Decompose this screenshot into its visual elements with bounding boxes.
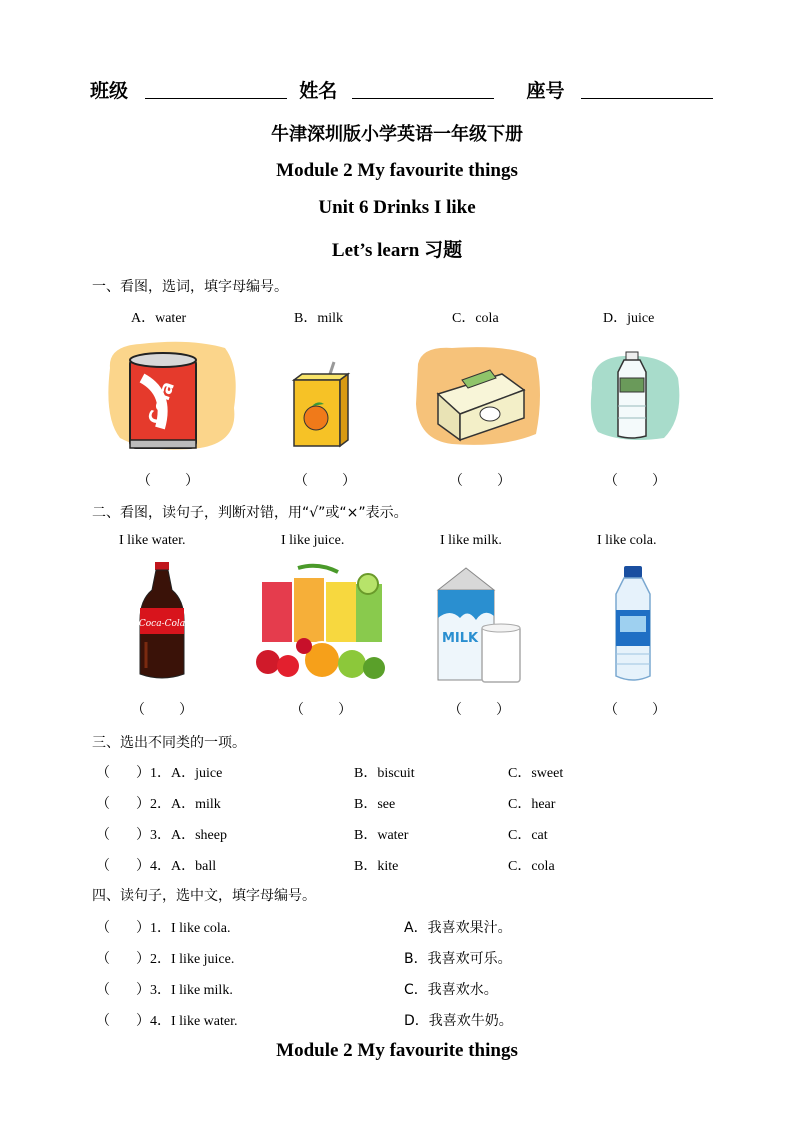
answer-paren-s1-4[interactable]: （ ） <box>604 474 666 489</box>
answer-paren-s2-2[interactable]: （ ） <box>290 703 352 718</box>
section4-instruction: 四、读句子，选中文，填字母编号。 <box>92 888 316 904</box>
book-title: 牛津深圳版小学英语一年级下册 <box>271 124 523 145</box>
class-blank[interactable] <box>145 80 287 99</box>
unit-title: Unit 6 Drinks I like <box>318 197 476 218</box>
s3-question-4: （ ）4．A．ball <box>96 859 217 874</box>
s4-answer-d: D．我喜欢牛奶。 <box>404 1013 513 1029</box>
option-d: D．juice <box>603 311 655 326</box>
answer-paren-s4-2[interactable]: （ ） <box>96 952 150 967</box>
answer-paren-s2-4[interactable]: （ ） <box>604 703 666 718</box>
s4-question-2: （ ）2．I like juice. <box>96 952 235 967</box>
option-a: A．water <box>131 311 187 326</box>
sentence-2: I like juice. <box>281 533 345 548</box>
option-b: B．milk <box>294 311 344 326</box>
s3-q1-option-b: B．biscuit <box>354 766 415 781</box>
juice-glasses-picture <box>248 562 388 684</box>
cola-can-picture <box>100 338 242 454</box>
s4-answer-b: B．我喜欢可乐。 <box>404 951 512 967</box>
module-title: Module 2 My favourite things <box>276 160 518 181</box>
s3-q3-option-c: C．cat <box>508 828 548 843</box>
answer-paren-s1-2[interactable]: （ ） <box>294 474 356 489</box>
sentence-4: I like cola. <box>597 533 657 548</box>
section1-instruction: 一、看图，选词，填字母编号。 <box>92 279 288 295</box>
milk-carton-glass-picture <box>432 566 526 686</box>
lesson-title: Let’s learn 习题 <box>331 240 463 261</box>
footer-module-title: Module 2 My favourite things <box>276 1040 518 1061</box>
s4-question-4: （ ）4．I like water. <box>96 1014 238 1029</box>
answer-paren-s3-4[interactable]: （ ） <box>96 859 150 874</box>
answer-paren-s2-1[interactable]: （ ） <box>131 703 193 718</box>
answer-paren-s4-4[interactable]: （ ） <box>96 1014 150 1029</box>
answer-paren-s4-3[interactable]: （ ） <box>96 983 150 998</box>
section2-instruction: 二、看图，读句子，判断对错，用“√”或“×”表示。 <box>92 505 408 521</box>
answer-paren-s1-3[interactable]: （ ） <box>449 474 511 489</box>
seat-blank[interactable] <box>581 80 713 99</box>
s3-q2-option-c: C．hear <box>508 797 556 812</box>
water-bottle-2-picture <box>604 564 662 686</box>
answer-paren-s3-3[interactable]: （ ） <box>96 828 150 843</box>
s3-question-3: （ ）3．A．sheep <box>96 828 227 843</box>
s4-question-1: （ ）1．I like cola. <box>96 921 231 936</box>
answer-paren-s3-2[interactable]: （ ） <box>96 797 150 812</box>
s4-answer-a: A．我喜欢果汁。 <box>404 920 512 936</box>
coca-cola-text: Coca-Cola <box>138 619 186 629</box>
s4-question-3: （ ）3．I like milk. <box>96 983 233 998</box>
answer-paren-s3-1[interactable]: （ ） <box>96 766 150 781</box>
answer-paren-s4-1[interactable]: （ ） <box>96 921 150 936</box>
s3-q4-option-c: C．cola <box>508 859 555 874</box>
seat-label: 座号 <box>526 80 565 102</box>
cola-bottle-picture <box>132 560 192 684</box>
class-label: 班级 <box>90 80 129 102</box>
name-blank[interactable] <box>352 80 494 99</box>
sentence-1: I like water. <box>119 533 186 548</box>
sentence-3: I like milk. <box>440 533 502 548</box>
s3-q2-option-b: B．see <box>354 797 396 812</box>
milk-text: MILK <box>442 631 479 646</box>
s3-q4-option-b: B．kite <box>354 859 399 874</box>
section3-instruction: 三、选出不同类的一项。 <box>92 735 246 751</box>
s4-answer-c: C．我喜欢水。 <box>404 982 498 998</box>
water-bottle-picture <box>584 348 684 444</box>
juice-box-picture <box>282 358 358 454</box>
s3-question-2: （ ）2．A．milk <box>96 797 221 812</box>
s3-question-1: （ ）1．A．juice <box>96 766 223 781</box>
answer-paren-s1-1[interactable]: （ ） <box>137 474 199 489</box>
answer-paren-s2-3[interactable]: （ ） <box>448 703 510 718</box>
milk-carton-picture <box>412 344 544 448</box>
option-c: C．cola <box>452 311 499 326</box>
student-info-header <box>90 76 713 103</box>
name-label: 姓名 <box>299 80 338 102</box>
s3-q3-option-b: B．water <box>354 828 409 843</box>
cola-can-text: Cola <box>144 378 179 428</box>
s3-q1-option-c: C．sweet <box>508 766 564 781</box>
